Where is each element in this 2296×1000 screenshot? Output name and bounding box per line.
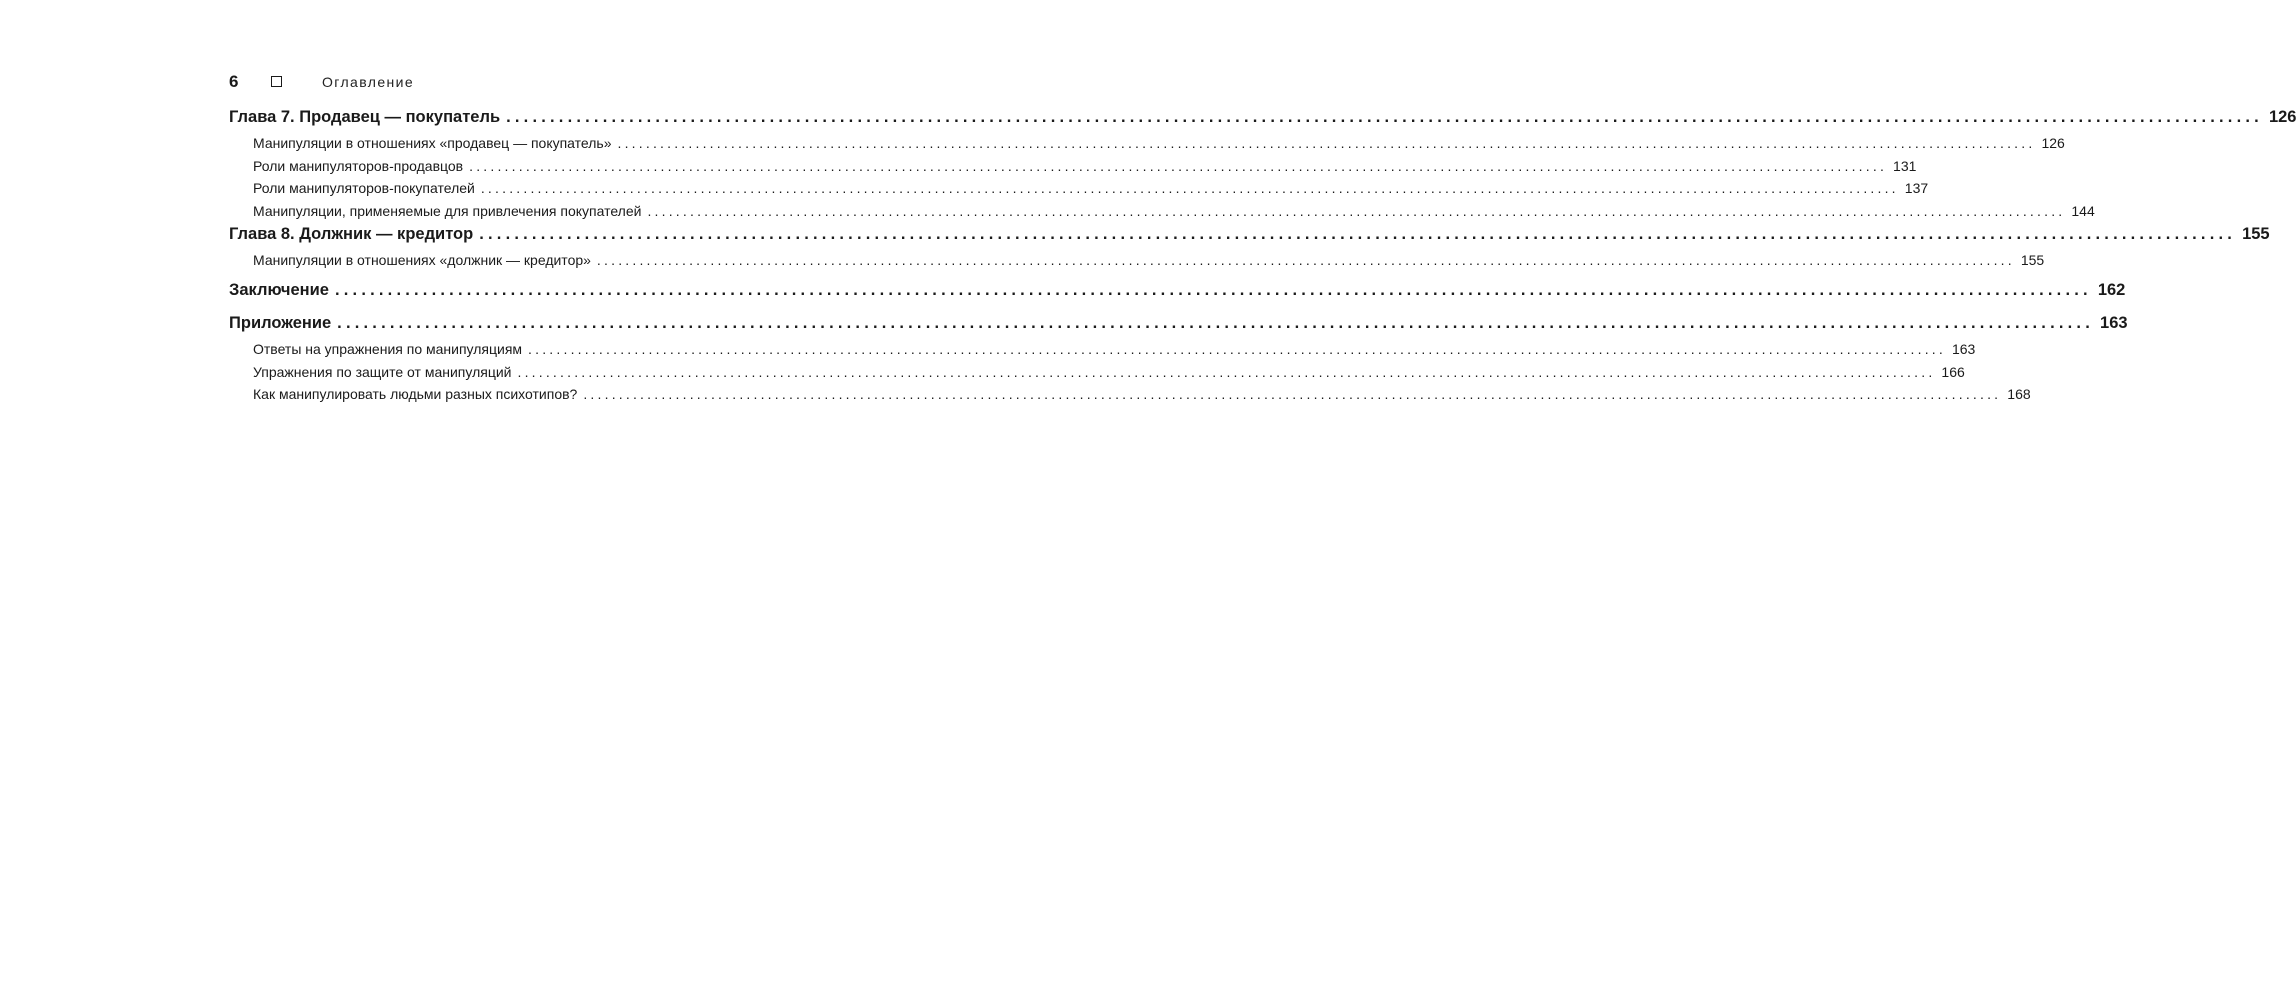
toc-appendix (229, 313, 2128, 341)
toc-page-number: 163 (1951, 340, 1976, 357)
toc-entry (229, 157, 1917, 181)
square-bullet-icon (271, 76, 282, 87)
toc-leader-dots: ........................................................................................................................................................................................................ (334, 280, 2092, 299)
toc-leader-dots: ........................................................................................................................................................................................................ (528, 340, 1946, 357)
toc-page-number: 163 (2100, 313, 2128, 332)
toc-entry-title: Роли манипуляторов-продавцов (253, 157, 464, 174)
toc-chapter-title: Глава 8. Должник — кредитор (229, 225, 474, 244)
toc-entry-title: Манипуляции в отношениях «должник — кредитор» (253, 252, 591, 269)
toc-entry (229, 252, 2045, 275)
toc-leader-dots: ........................................................................................................................................................................................................ (647, 202, 2066, 219)
toc-page-number: 155 (2242, 225, 2270, 244)
toc-leader-dots: ........................................................................................................................................................................................................ (469, 157, 1888, 174)
toc-chapter-7 (229, 108, 2296, 135)
toc-page-number: 155 (2020, 252, 2045, 269)
toc-page-number: 168 (2007, 386, 2031, 403)
toc-leader-dots: ........................................................................................................................................................................................................ (617, 135, 2036, 151)
page-number: 6 (229, 72, 239, 91)
toc-entry (229, 180, 1929, 203)
toc-entry (229, 340, 1976, 364)
toc-entry-title: Упражнения по защите от манипуляций (253, 363, 512, 380)
running-title: Оглавление (322, 74, 415, 90)
toc-leader-dots: ........................................................................................................................................................................................................ (337, 313, 2095, 332)
toc-page-number: 137 (1904, 180, 1929, 197)
toc-entry-title: Как манипулировать людьми разных психотипов? (253, 386, 578, 403)
table-of-contents (229, 108, 2296, 409)
toc-entry (229, 135, 2065, 158)
toc-conclusion (229, 280, 2126, 308)
toc-chapter-title: Приложение (229, 313, 332, 332)
toc-leader-dots: ........................................................................................................................................................................................................ (479, 225, 2237, 244)
toc-chapter-title: Заключение (229, 280, 329, 299)
toc-entry (229, 202, 2095, 226)
toc-leader-dots: ........................................................................................................................................................................................................ (480, 180, 1899, 197)
toc-page-number: 131 (1893, 157, 1917, 174)
toc-page-number: 126 (2268, 108, 2296, 126)
toc-entry-title: Роли манипуляторов-покупателей (253, 180, 475, 197)
toc-page-number: 126 (2041, 135, 2065, 151)
toc-page-number: 166 (1941, 363, 1965, 380)
toc-entry (229, 363, 1965, 387)
toc-page-number: 144 (2071, 202, 2095, 219)
toc-chapter-title: Глава 7. Продавец — покупатель (229, 108, 501, 126)
toc-entry-title: Манипуляции в отношениях «продавец — покупатель» (253, 135, 612, 151)
toc-entry-title: Ответы на упражнения по манипуляциям (253, 340, 523, 357)
toc-entry-title: Манипуляции, применяемые для привлечения покупателей (253, 202, 642, 219)
toc-leader-dots: ........................................................................................................................................................................................................ (596, 252, 2015, 269)
toc-leader-dots: ........................................................................................................................................................................................................ (517, 363, 1936, 380)
toc-leader-dots: ........................................................................................................................................................................................................ (506, 108, 2263, 126)
toc-page-number: 162 (2097, 280, 2126, 299)
toc-leader-dots: ........................................................................................................................................................................................................ (583, 386, 2002, 403)
toc-chapter-8 (229, 225, 2270, 252)
toc-entry (229, 386, 2031, 409)
running-head (229, 70, 414, 94)
